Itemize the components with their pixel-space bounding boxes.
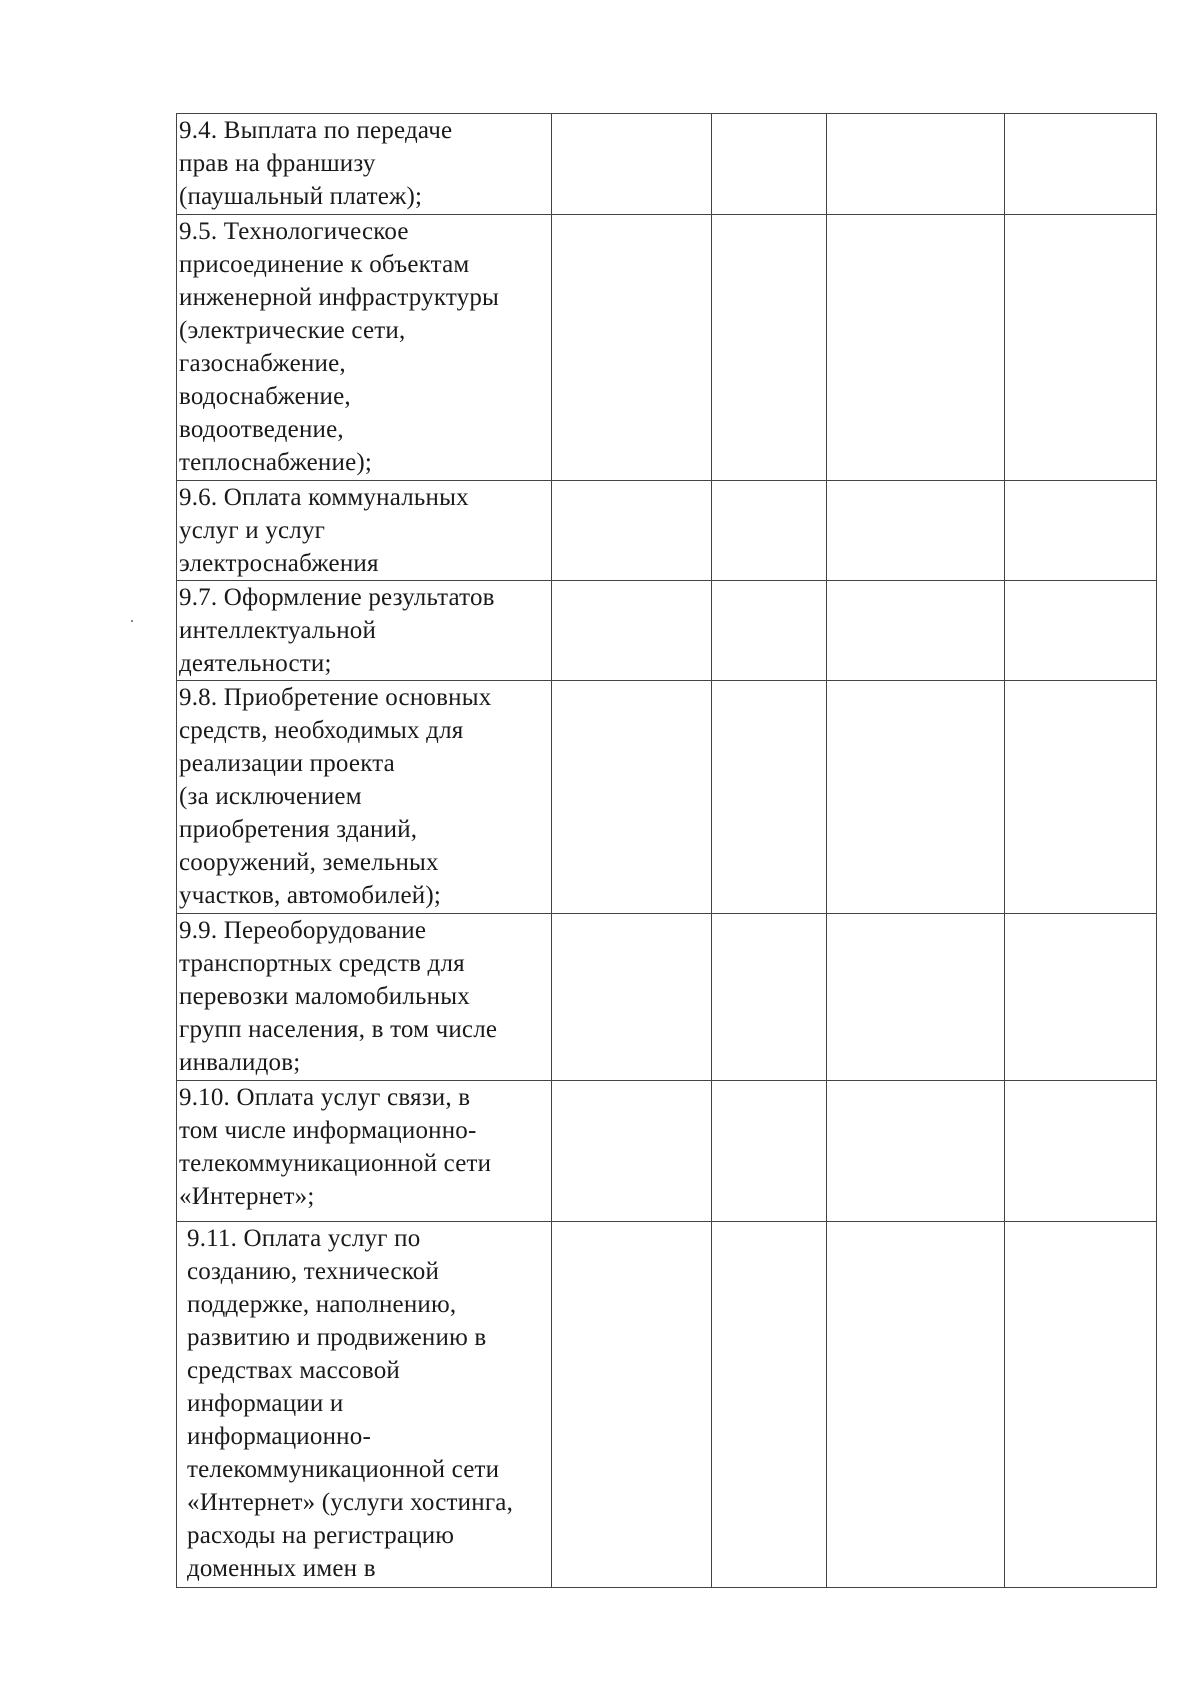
table-row <box>177 215 1157 481</box>
empty-cell <box>827 215 1005 481</box>
row-description: 9.11. Оплата услуг по созданию, технической поддержке, наполнению, развитию и продвижению в средствах массовой информации и информационно- телекоммуникационной сети «Интернет» (услуги хостинга, расходы на регистрацию доменных имен в <box>177 1222 552 1588</box>
empty-cell <box>1005 914 1157 1081</box>
empty-cell <box>1005 114 1157 215</box>
empty-cell <box>827 1222 1005 1588</box>
row-description: 9.5. Технологическое присоединение к объектам инженерной инфраструктуры (электрические сети, газоснабжение, водоснабжение, водоотведение, теплоснабжение); <box>177 215 552 481</box>
row-description: 9.6. Оплата коммунальных услуг и услуг электроснабжения <box>177 481 552 581</box>
empty-cell <box>712 681 827 914</box>
row-description: 9.8. Приобретение основных средств, необходимых для реализации проекта (за исключением приобретения зданий, сооружений, земельных участков, автомобилей); <box>177 681 552 914</box>
table-row <box>177 914 1157 1081</box>
table-row <box>177 581 1157 681</box>
empty-cell <box>827 581 1005 681</box>
empty-cell <box>552 1081 712 1222</box>
empty-cell <box>552 1222 712 1588</box>
empty-cell <box>1005 215 1157 481</box>
empty-cell <box>1005 681 1157 914</box>
empty-cell <box>1005 1081 1157 1222</box>
table-row <box>177 1222 1157 1588</box>
empty-cell <box>712 1081 827 1222</box>
empty-cell <box>712 215 827 481</box>
row-description: 9.4. Выплата по передаче прав на франшизу (паушальный платеж); <box>177 114 552 215</box>
empty-cell <box>552 681 712 914</box>
table-row <box>177 481 1157 581</box>
empty-cell <box>827 681 1005 914</box>
empty-cell <box>712 914 827 1081</box>
empty-cell <box>1005 1222 1157 1588</box>
expense-table <box>176 113 1157 1588</box>
empty-cell <box>712 581 827 681</box>
empty-cell <box>552 914 712 1081</box>
empty-cell <box>552 114 712 215</box>
table-row <box>177 1081 1157 1222</box>
empty-cell <box>827 914 1005 1081</box>
empty-cell <box>1005 581 1157 681</box>
row-description: 9.9. Переоборудование транспортных средств для перевозки маломобильных групп населения, в том числе инвалидов; <box>177 914 552 1081</box>
empty-cell <box>552 581 712 681</box>
empty-cell <box>712 481 827 581</box>
empty-cell <box>712 1222 827 1588</box>
scan-speck <box>131 620 133 622</box>
empty-cell <box>552 215 712 481</box>
empty-cell <box>552 481 712 581</box>
empty-cell <box>827 1081 1005 1222</box>
empty-cell <box>712 114 827 215</box>
table-row <box>177 681 1157 914</box>
row-description: 9.7. Оформление результатов интеллектуальной деятельности; <box>177 581 552 681</box>
table-row <box>177 114 1157 215</box>
row-description: 9.10. Оплата услуг связи, в том числе информационно- телекоммуникационной сети «Интернет»; <box>177 1081 552 1222</box>
empty-cell <box>1005 481 1157 581</box>
empty-cell <box>827 114 1005 215</box>
empty-cell <box>827 481 1005 581</box>
